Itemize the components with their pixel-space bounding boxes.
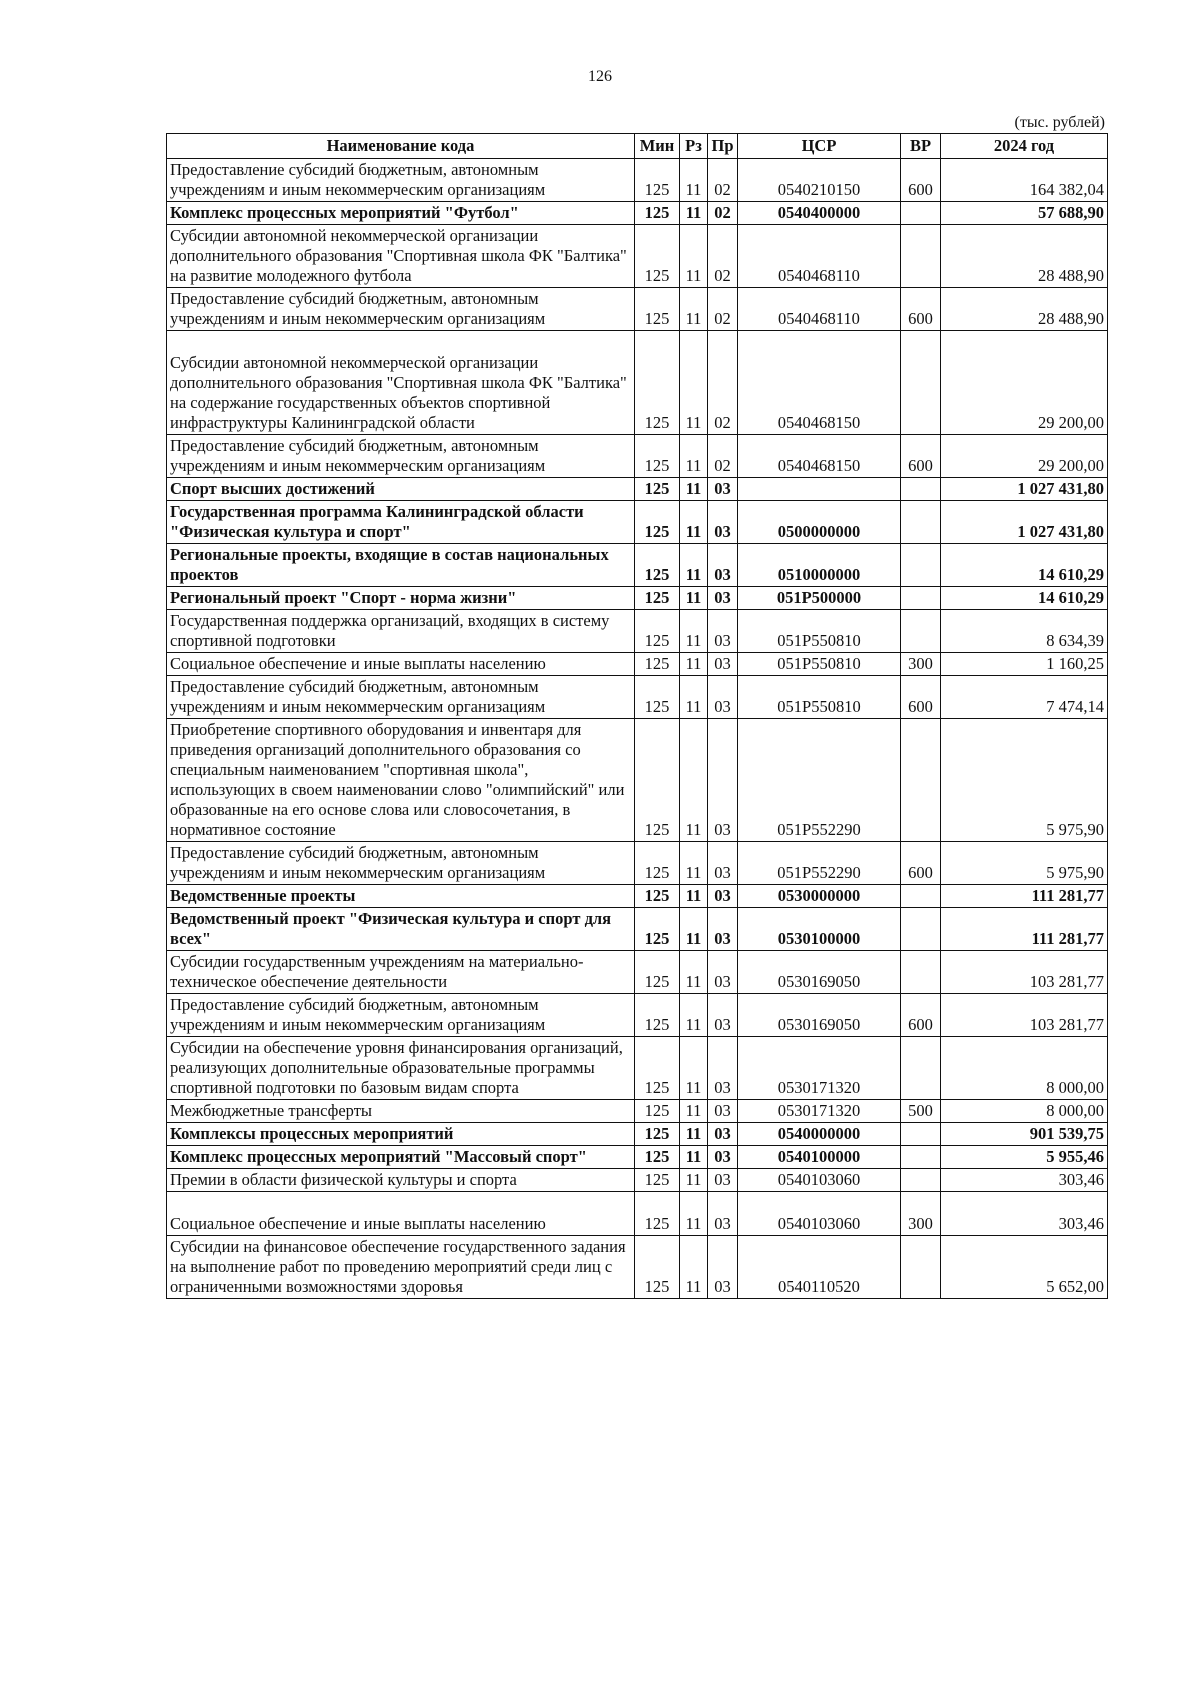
cell-vr xyxy=(901,1236,941,1299)
table-row xyxy=(167,501,1108,544)
cell-csr: 0540400000 xyxy=(738,202,901,225)
cell-name: Субсидии автономной некоммерческой организации дополнительного образования "Спортивная школа ФК "Балтика" на содержание государственных объектов спортивной инфраструктуры Калининградской области xyxy=(167,331,635,435)
cell-csr: 0510000000 xyxy=(738,544,901,587)
cell-csr: 0530171320 xyxy=(738,1100,901,1123)
table-row xyxy=(167,1100,1108,1123)
cell-csr: 051P500000 xyxy=(738,587,901,610)
cell-vr xyxy=(901,1123,941,1146)
table-row xyxy=(167,1123,1108,1146)
cell-amount: 103 281,77 xyxy=(941,994,1108,1037)
table-row xyxy=(167,719,1108,842)
cell-amount: 5 652,00 xyxy=(941,1236,1108,1299)
cell-amount: 14 610,29 xyxy=(941,587,1108,610)
cell-rz: 11 xyxy=(680,653,708,676)
cell-vr xyxy=(901,544,941,587)
cell-name: Премии в области физической культуры и спорта xyxy=(167,1169,635,1192)
cell-csr: 051P550810 xyxy=(738,653,901,676)
cell-csr: 0540468150 xyxy=(738,331,901,435)
cell-csr: 051P552290 xyxy=(738,842,901,885)
cell-csr: 0540000000 xyxy=(738,1123,901,1146)
cell-csr xyxy=(738,478,901,501)
cell-rz: 11 xyxy=(680,587,708,610)
cell-amount: 8 000,00 xyxy=(941,1037,1108,1100)
cell-rz: 11 xyxy=(680,610,708,653)
cell-csr: 0540468150 xyxy=(738,435,901,478)
cell-name: Предоставление субсидий бюджетным, автономным учреждениям и иным некоммерческим организациям xyxy=(167,288,635,331)
cell-vr xyxy=(901,908,941,951)
table-body xyxy=(167,159,1108,1299)
cell-rz: 11 xyxy=(680,331,708,435)
header-min: Мин xyxy=(635,134,680,159)
cell-rz: 11 xyxy=(680,885,708,908)
cell-csr: 0530100000 xyxy=(738,908,901,951)
cell-csr: 051P550810 xyxy=(738,610,901,653)
cell-amount: 8 634,39 xyxy=(941,610,1108,653)
cell-pr: 03 xyxy=(708,1236,738,1299)
cell-vr xyxy=(901,1169,941,1192)
cell-min: 125 xyxy=(635,544,680,587)
header-rz: Рз xyxy=(680,134,708,159)
header-csr: ЦСР xyxy=(738,134,901,159)
table-row xyxy=(167,1236,1108,1299)
cell-rz: 11 xyxy=(680,1037,708,1100)
table-row xyxy=(167,676,1108,719)
cell-amount: 7 474,14 xyxy=(941,676,1108,719)
cell-amount: 1 027 431,80 xyxy=(941,478,1108,501)
cell-pr: 03 xyxy=(708,719,738,842)
cell-rz: 11 xyxy=(680,1123,708,1146)
cell-min: 125 xyxy=(635,676,680,719)
table-row xyxy=(167,994,1108,1037)
cell-amount: 28 488,90 xyxy=(941,288,1108,331)
cell-pr: 03 xyxy=(708,610,738,653)
cell-name: Социальное обеспечение и иные выплаты населению xyxy=(167,653,635,676)
cell-name: Субсидии на обеспечение уровня финансирования организаций, реализующих дополнительные образовательные программы спортивной подготовки по базовым видам спорта xyxy=(167,1037,635,1100)
cell-vr xyxy=(901,719,941,842)
cell-min: 125 xyxy=(635,587,680,610)
cell-min: 125 xyxy=(635,435,680,478)
cell-rz: 11 xyxy=(680,159,708,202)
cell-csr: 0540468110 xyxy=(738,225,901,288)
table-row xyxy=(167,159,1108,202)
cell-csr: 0530169050 xyxy=(738,951,901,994)
cell-amount: 28 488,90 xyxy=(941,225,1108,288)
cell-rz: 11 xyxy=(680,842,708,885)
cell-csr: 0530171320 xyxy=(738,1037,901,1100)
cell-vr xyxy=(901,1037,941,1100)
cell-amount: 14 610,29 xyxy=(941,544,1108,587)
cell-csr: 0530169050 xyxy=(738,994,901,1037)
cell-name: Предоставление субсидий бюджетным, автономным учреждениям и иным некоммерческим организациям xyxy=(167,994,635,1037)
cell-amount: 111 281,77 xyxy=(941,885,1108,908)
cell-pr: 03 xyxy=(708,908,738,951)
cell-name: Комплекс процессных мероприятий "Массовый спорт" xyxy=(167,1146,635,1169)
cell-vr xyxy=(901,885,941,908)
header-vr: ВР xyxy=(901,134,941,159)
cell-amount: 303,46 xyxy=(941,1169,1108,1192)
cell-csr: 0540110520 xyxy=(738,1236,901,1299)
table-row xyxy=(167,202,1108,225)
cell-vr xyxy=(901,610,941,653)
cell-vr: 600 xyxy=(901,842,941,885)
cell-rz: 11 xyxy=(680,478,708,501)
cell-rz: 11 xyxy=(680,225,708,288)
cell-csr: 0540103060 xyxy=(738,1169,901,1192)
table-row xyxy=(167,435,1108,478)
cell-csr: 051P552290 xyxy=(738,719,901,842)
cell-name: Предоставление субсидий бюджетным, автономным учреждениям и иным некоммерческим организациям xyxy=(167,676,635,719)
cell-amount: 5 975,90 xyxy=(941,719,1108,842)
cell-min: 125 xyxy=(635,1236,680,1299)
cell-name: Социальное обеспечение и иные выплаты населению xyxy=(167,1192,635,1236)
cell-amount: 29 200,00 xyxy=(941,331,1108,435)
cell-min: 125 xyxy=(635,501,680,544)
cell-vr xyxy=(901,331,941,435)
cell-amount: 5 975,90 xyxy=(941,842,1108,885)
cell-amount: 1 027 431,80 xyxy=(941,501,1108,544)
cell-rz: 11 xyxy=(680,435,708,478)
cell-min: 125 xyxy=(635,1123,680,1146)
cell-csr: 0540103060 xyxy=(738,1192,901,1236)
cell-min: 125 xyxy=(635,994,680,1037)
cell-name: Предоставление субсидий бюджетным, автономным учреждениям и иным некоммерческим организациям xyxy=(167,435,635,478)
table-row xyxy=(167,1037,1108,1100)
cell-pr: 03 xyxy=(708,676,738,719)
cell-rz: 11 xyxy=(680,501,708,544)
cell-name: Субсидии государственным учреждениям на материально-техническое обеспечение деятельности xyxy=(167,951,635,994)
cell-pr: 03 xyxy=(708,478,738,501)
cell-csr: 0540468110 xyxy=(738,288,901,331)
cell-name: Государственная программа Калининградской области "Физическая культура и спорт" xyxy=(167,501,635,544)
cell-pr: 02 xyxy=(708,331,738,435)
cell-min: 125 xyxy=(635,610,680,653)
cell-rz: 11 xyxy=(680,951,708,994)
cell-name: Государственная поддержка организаций, входящих в систему спортивной подготовки xyxy=(167,610,635,653)
cell-rz: 11 xyxy=(680,908,708,951)
cell-name: Приобретение спортивного оборудования и инвентаря для приведения организаций дополнительного образования со специальным наименованием "спортивная школа", использующих в своем наименовании слово "олимпийский" или образованные на его основе слова или словосочетания, в нормативное состояние xyxy=(167,719,635,842)
cell-rz: 11 xyxy=(680,1192,708,1236)
cell-rz: 11 xyxy=(680,544,708,587)
cell-name: Комплекс процессных мероприятий "Футбол" xyxy=(167,202,635,225)
cell-rz: 11 xyxy=(680,719,708,842)
cell-pr: 03 xyxy=(708,653,738,676)
cell-name: Спорт высших достижений xyxy=(167,478,635,501)
cell-pr: 03 xyxy=(708,544,738,587)
header-amount: 2024 год xyxy=(941,134,1108,159)
cell-min: 125 xyxy=(635,1146,680,1169)
cell-vr xyxy=(901,1146,941,1169)
cell-min: 125 xyxy=(635,842,680,885)
cell-min: 125 xyxy=(635,719,680,842)
header-name: Наименование кода xyxy=(167,134,635,159)
cell-min: 125 xyxy=(635,331,680,435)
cell-csr: 0530000000 xyxy=(738,885,901,908)
cell-csr: 051P550810 xyxy=(738,676,901,719)
cell-amount: 103 281,77 xyxy=(941,951,1108,994)
cell-vr xyxy=(901,225,941,288)
cell-name: Комплексы процессных мероприятий xyxy=(167,1123,635,1146)
cell-pr: 03 xyxy=(708,1192,738,1236)
cell-vr: 600 xyxy=(901,994,941,1037)
cell-csr: 0500000000 xyxy=(738,501,901,544)
cell-min: 125 xyxy=(635,653,680,676)
table-row xyxy=(167,908,1108,951)
cell-name: Ведомственные проекты xyxy=(167,885,635,908)
cell-pr: 03 xyxy=(708,994,738,1037)
cell-pr: 03 xyxy=(708,885,738,908)
cell-min: 125 xyxy=(635,1100,680,1123)
cell-amount: 29 200,00 xyxy=(941,435,1108,478)
cell-name: Межбюджетные трансферты xyxy=(167,1100,635,1123)
cell-vr xyxy=(901,202,941,225)
table-row xyxy=(167,225,1108,288)
cell-min: 125 xyxy=(635,159,680,202)
cell-amount: 303,46 xyxy=(941,1192,1108,1236)
cell-pr: 03 xyxy=(708,842,738,885)
cell-amount: 57 688,90 xyxy=(941,202,1108,225)
cell-name: Предоставление субсидий бюджетным, автономным учреждениям и иным некоммерческим организациям xyxy=(167,159,635,202)
table-header-row xyxy=(167,134,1108,159)
table-row xyxy=(167,842,1108,885)
cell-pr: 03 xyxy=(708,1146,738,1169)
cell-pr: 03 xyxy=(708,1100,738,1123)
cell-name: Предоставление субсидий бюджетным, автономным учреждениям и иным некоммерческим организациям xyxy=(167,842,635,885)
cell-vr: 600 xyxy=(901,676,941,719)
cell-name: Субсидии на финансовое обеспечение государственного задания на выполнение работ по проведению мероприятий среди лиц с ограниченными возможностями здоровья xyxy=(167,1236,635,1299)
table-row xyxy=(167,610,1108,653)
cell-vr xyxy=(901,478,941,501)
cell-pr: 02 xyxy=(708,288,738,331)
cell-min: 125 xyxy=(635,951,680,994)
cell-rz: 11 xyxy=(680,1146,708,1169)
cell-rz: 11 xyxy=(680,1100,708,1123)
header-pr: Пр xyxy=(708,134,738,159)
cell-pr: 02 xyxy=(708,225,738,288)
units-label: (тыс. рублей) xyxy=(1014,114,1105,131)
cell-min: 125 xyxy=(635,288,680,331)
budget-table xyxy=(166,133,1108,1299)
cell-vr xyxy=(901,587,941,610)
cell-amount: 1 160,25 xyxy=(941,653,1108,676)
cell-pr: 02 xyxy=(708,435,738,478)
table-row xyxy=(167,1146,1108,1169)
cell-vr: 300 xyxy=(901,1192,941,1236)
cell-csr: 0540210150 xyxy=(738,159,901,202)
cell-pr: 02 xyxy=(708,202,738,225)
cell-min: 125 xyxy=(635,1169,680,1192)
cell-min: 125 xyxy=(635,202,680,225)
cell-vr xyxy=(901,951,941,994)
cell-name: Субсидии автономной некоммерческой организации дополнительного образования "Спортивная школа ФК "Балтика" на развитие молодежного футбола xyxy=(167,225,635,288)
cell-csr: 0540100000 xyxy=(738,1146,901,1169)
cell-name: Региональный проект "Спорт - норма жизни" xyxy=(167,587,635,610)
cell-vr: 600 xyxy=(901,159,941,202)
cell-amount: 8 000,00 xyxy=(941,1100,1108,1123)
table-row xyxy=(167,1169,1108,1192)
cell-min: 125 xyxy=(635,1037,680,1100)
cell-rz: 11 xyxy=(680,1236,708,1299)
table-row xyxy=(167,288,1108,331)
cell-min: 125 xyxy=(635,908,680,951)
table-row xyxy=(167,951,1108,994)
cell-pr: 03 xyxy=(708,1123,738,1146)
cell-vr: 600 xyxy=(901,435,941,478)
table-row xyxy=(167,885,1108,908)
cell-vr: 300 xyxy=(901,653,941,676)
cell-pr: 03 xyxy=(708,1169,738,1192)
cell-amount: 901 539,75 xyxy=(941,1123,1108,1146)
cell-rz: 11 xyxy=(680,1169,708,1192)
cell-vr: 600 xyxy=(901,288,941,331)
table-row xyxy=(167,653,1108,676)
page-number: 126 xyxy=(588,68,612,85)
table-row xyxy=(167,331,1108,435)
table-row xyxy=(167,544,1108,587)
cell-amount: 5 955,46 xyxy=(941,1146,1108,1169)
cell-min: 125 xyxy=(635,478,680,501)
cell-rz: 11 xyxy=(680,676,708,719)
cell-rz: 11 xyxy=(680,994,708,1037)
cell-amount: 164 382,04 xyxy=(941,159,1108,202)
cell-pr: 03 xyxy=(708,587,738,610)
table-row xyxy=(167,1192,1108,1236)
cell-pr: 03 xyxy=(708,951,738,994)
cell-name: Ведомственный проект "Физическая культура и спорт для всех" xyxy=(167,908,635,951)
cell-vr: 500 xyxy=(901,1100,941,1123)
table-row xyxy=(167,478,1108,501)
cell-pr: 03 xyxy=(708,1037,738,1100)
cell-name: Региональные проекты, входящие в состав национальных проектов xyxy=(167,544,635,587)
cell-vr xyxy=(901,501,941,544)
cell-rz: 11 xyxy=(680,202,708,225)
cell-pr: 03 xyxy=(708,501,738,544)
cell-amount: 111 281,77 xyxy=(941,908,1108,951)
cell-min: 125 xyxy=(635,885,680,908)
cell-min: 125 xyxy=(635,225,680,288)
cell-rz: 11 xyxy=(680,288,708,331)
cell-min: 125 xyxy=(635,1192,680,1236)
cell-pr: 02 xyxy=(708,159,738,202)
table-row xyxy=(167,587,1108,610)
